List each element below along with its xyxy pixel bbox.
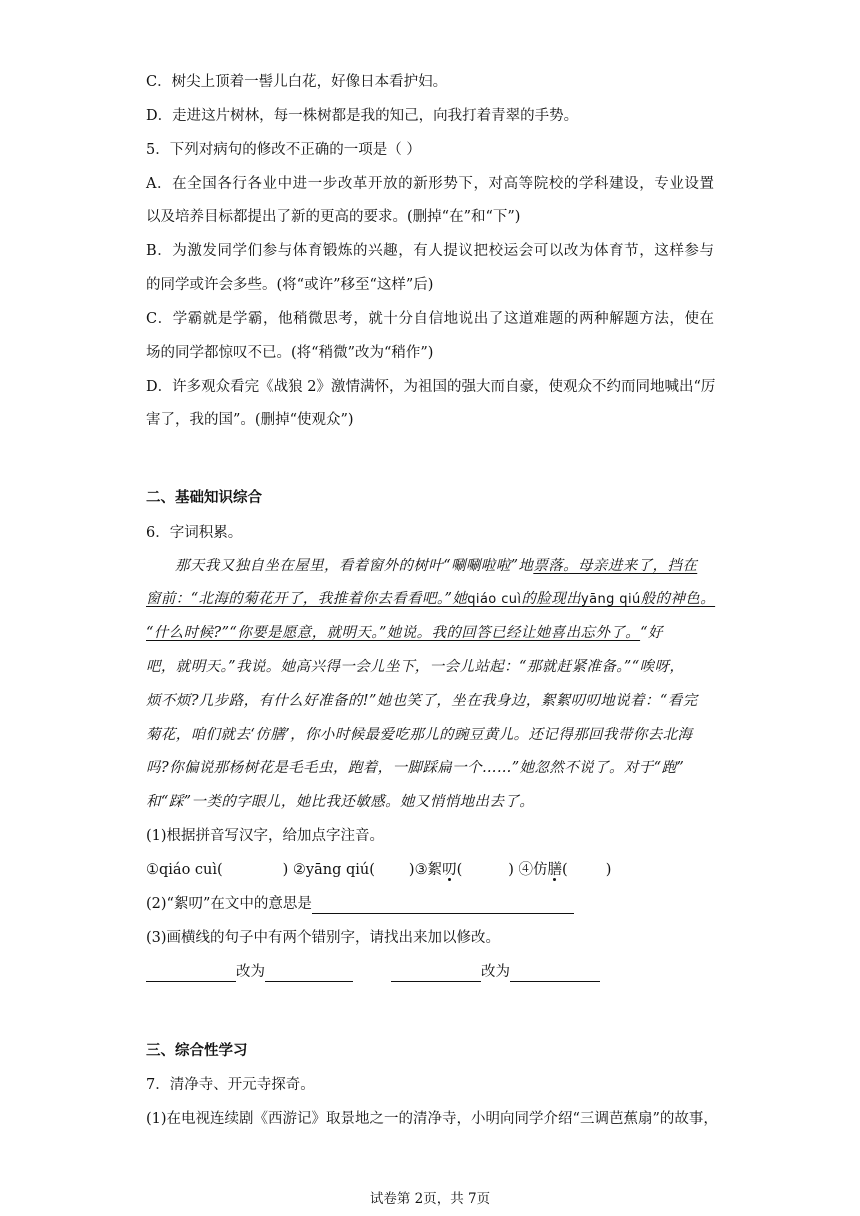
q5-option-b-line1: B．为激发同学们参与体育锻炼的兴趣，有人提议把校运会可以改为体育节，这样参与 [146,243,714,259]
q7-stem: 7．清净寺、开元寺探奇。 [146,1077,315,1093]
q6-sub1-items: ①qiáo cuì( ) ②yāng qiú( )③絮叨( ) ④仿膳( ) [146,862,612,878]
correct-char-blank-1[interactable] [265,967,353,982]
q5-option-d-line2: 害了，我的国”。(删掉“使观众”) [146,412,354,428]
passage-line-1: 那天我又独自坐在屋里，看着窗外的树叶“唰唰啦啦”地票落。母亲进来了，挡在 [175,558,698,574]
correct-char-blank-2[interactable] [510,967,600,982]
q5-option-b-line2: 的同学或许会多些。(将“或许”移至“这样”后) [146,277,434,293]
passage-line-7: 吗?你偏说那杨树花是毛毛虫，跑着，一脚踩扁一个……”她忽然不说了。对于“跑” [146,760,685,776]
answer-blank-meaning[interactable] [312,899,574,914]
dotted-char-dao: 叨 [442,862,457,878]
q4-option-d: D．走进这片树林，每一株树都是我的知己，向我打着青翠的手势。 [146,108,579,124]
section-3-title: 三、综合性学习 [146,1043,248,1059]
page-footer: 试卷第 2页，共 7页 [369,1191,491,1207]
q5-option-a-line1: A．在全国各行各业中进一步改革开放的新形势下，对高等院校的学科建设，专业设置 [146,176,714,192]
q6-sub3-answers: 改为 改为 [146,962,600,982]
q6-sub1-stem: (1)根据拼音写汉字，给加点字注音。 [146,828,385,844]
passage-line-2: 窗前：“北海的菊花开了，我推着你去看看吧。”她qiáo cuì的脸现出yāng qiú般的神色。 [146,591,716,607]
q7-sub1: (1)在电视连续剧《西游记》取景地之一的清净寺，小明向同学介绍“三调芭蕉扇”的故事， [146,1111,718,1127]
passage-line-6: 菊花，咱们就去‘仿膳’，你小时候最爱吃那儿的豌豆黄儿。还记得那回我带你去北海 [146,727,693,743]
passage-line-8: 和“踩”一类的字眼儿，她比我还敏感。她又悄悄地出去了。 [146,794,535,810]
passage-line-3: “什么时候?”“你要是愿意，就明天。”她说。我的回答已经让她喜出忘外了。“好 [146,625,663,641]
pinyin-qiao-cui: qiáo cuì [467,592,522,607]
pinyin-yang-qiu: yāng qiú [581,592,641,607]
item-2: ) ②yāng qiú( [282,862,375,878]
wrong-char-blank-1[interactable] [146,967,236,982]
q5-option-a-line2: 以及培养目标都提出了新的更高的要求。(删掉“在”和“下”) [146,209,521,225]
q5-stem: 5．下列对病句的修改不正确的一项是（ ） [146,142,421,158]
q5-option-c-line2: 场的同学都惊叹不已。(将“稍微”改为“稍作”) [146,345,434,361]
passage-line-5: 烦不烦?几步路，有什么好准备的!”她也笑了，坐在我身边，絮絮叨叨地说着：“看完 [146,693,698,709]
item-1: ①qiáo cuì( [146,862,223,878]
passage-line-4: 吧，就明天。”我说。她高兴得一会儿坐下，一会儿站起：“那就赶紧准备。”“唉呀， [146,659,685,675]
q6-stem: 6．字词积累。 [146,525,243,541]
dotted-char-shan: 膳 [547,862,563,878]
q4-option-c: C．树尖上顶着一髻儿白花，好像日本看护妇。 [146,74,448,90]
underlined-sentence-2: “什么时候?”“你要是愿意，就明天。”她说。我的回答已经让她喜出忘外了。 [146,625,641,641]
q5-option-c-line1: C．学霸就是学霸，他稍微思考，就十分自信地说出了这道难题的两种解题方法，使在 [146,311,714,327]
q6-sub3-stem: (3)画横线的句子中有两个错别字，请找出来加以修改。 [146,930,501,946]
section-2-title: 二、基础知识综合 [146,490,262,506]
underlined-sentence: 票落。母亲进来了，挡在 [533,558,698,574]
wrong-char-blank-2[interactable] [391,967,481,982]
q6-sub2: (2)“絮叨”在文中的意思是 [146,894,574,914]
q5-option-d-line1: D．许多观众看完《战狼 2》激情满怀，为祖国的强大而自豪，使观众不约而同地喊出“厉 [146,379,716,395]
